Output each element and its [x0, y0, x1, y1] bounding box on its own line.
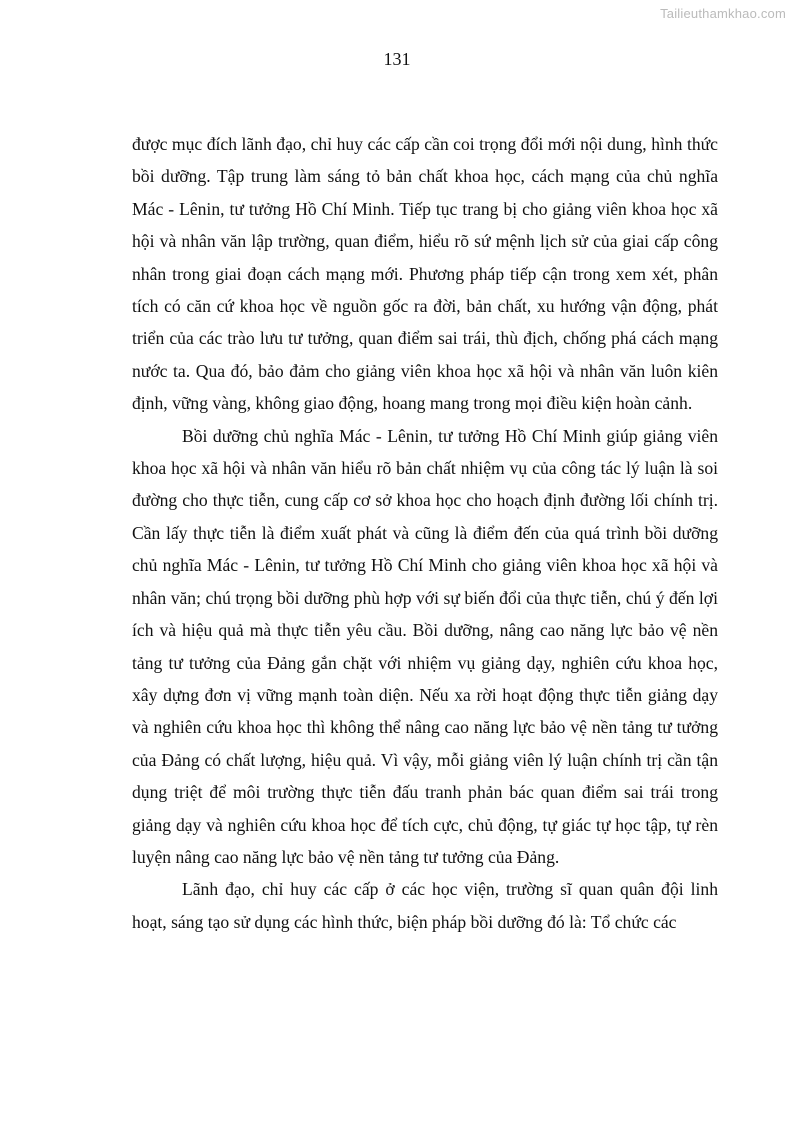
document-body [132, 128, 718, 938]
paragraph: Bồi dưỡng chủ nghĩa Mác - Lênin, tư tưởng Hồ Chí Minh giúp giảng viên khoa học xã hội và nhân văn hiểu rõ bản chất nhiệm vụ của công tác lý luận là soi đường cho thực tiễn, cung cấp cơ sở khoa học cho hoạch định đường lối chính trị. Cần lấy thực tiễn là điểm xuất phát và cũng là điểm đến của quá trình bồi dưỡng chủ nghĩa Mác - Lênin, tư tưởng Hồ Chí Minh cho giảng viên khoa học xã hội và nhân văn; chú trọng bồi dưỡng phù hợp với sự biến đổi của thực tiễn, chú ý đến lợi ích và hiệu quả mà thực tiễn yêu cầu. Bồi dưỡng, nâng cao năng lực bảo vệ nền tảng tư tưởng của Đảng gắn chặt với nhiệm vụ giảng dạy, nghiên cứu khoa học, xây dựng đơn vị vững mạnh toàn diện. Nếu xa rời hoạt động thực tiễn giảng dạy và nghiên cứu khoa học thì không thể nâng cao năng lực bảo vệ nền tảng tư tưởng của Đảng có chất lượng, hiệu quả. Vì vậy, mỗi giảng viên lý luận chính trị cần tận dụng triệt để môi trường thực tiễn đấu tranh phản bác quan điểm sai trái trong giảng dạy và nghiên cứu khoa học để tích cực, chủ động, tự giác tự học tập, tự rèn luyện nâng cao năng lực bảo vệ nền tảng tư tưởng của Đảng. [132, 425, 718, 867]
paragraph-continued: được mục đích lãnh đạo, chỉ huy các cấp cần coi trọng đổi mới nội dung, hình thức bồi dưỡng. Tập trung làm sáng tỏ bản chất khoa học, cách mạng của chủ nghĩa Mác - Lênin, tư tưởng Hồ Chí Minh. Tiếp tục trang bị cho giảng viên khoa học xã hội và nhân văn lập trường, quan điểm, hiểu rõ sứ mệnh lịch sử của giai cấp công nhân trong giai đoạn cách mạng mới. Phương pháp tiếp cận trong xem xét, phân tích có căn cứ khoa học về nguồn gốc ra đời, bản chất, xu hướng vận động, phát triển của các trào lưu tư tưởng, quan điểm sai trái, thù địch, chống phá cách mạng nước ta. Qua đó, bảo đảm cho giảng viên khoa học xã hội và nhân văn luôn kiên định, vững vàng, không giao động, hoang mang trong mọi điều kiện hoàn cảnh. [132, 134, 718, 414]
page-number: 131 [383, 49, 411, 69]
watermark: Tailieuthamkhao.com [660, 6, 786, 21]
paragraph: Lãnh đạo, chỉ huy các cấp ở các học viện, trường sĩ quan quân đội linh hoạt, sáng tạo sử dụng các hình thức, biện pháp bồi dưỡng đó là: Tổ chức các [132, 879, 718, 932]
